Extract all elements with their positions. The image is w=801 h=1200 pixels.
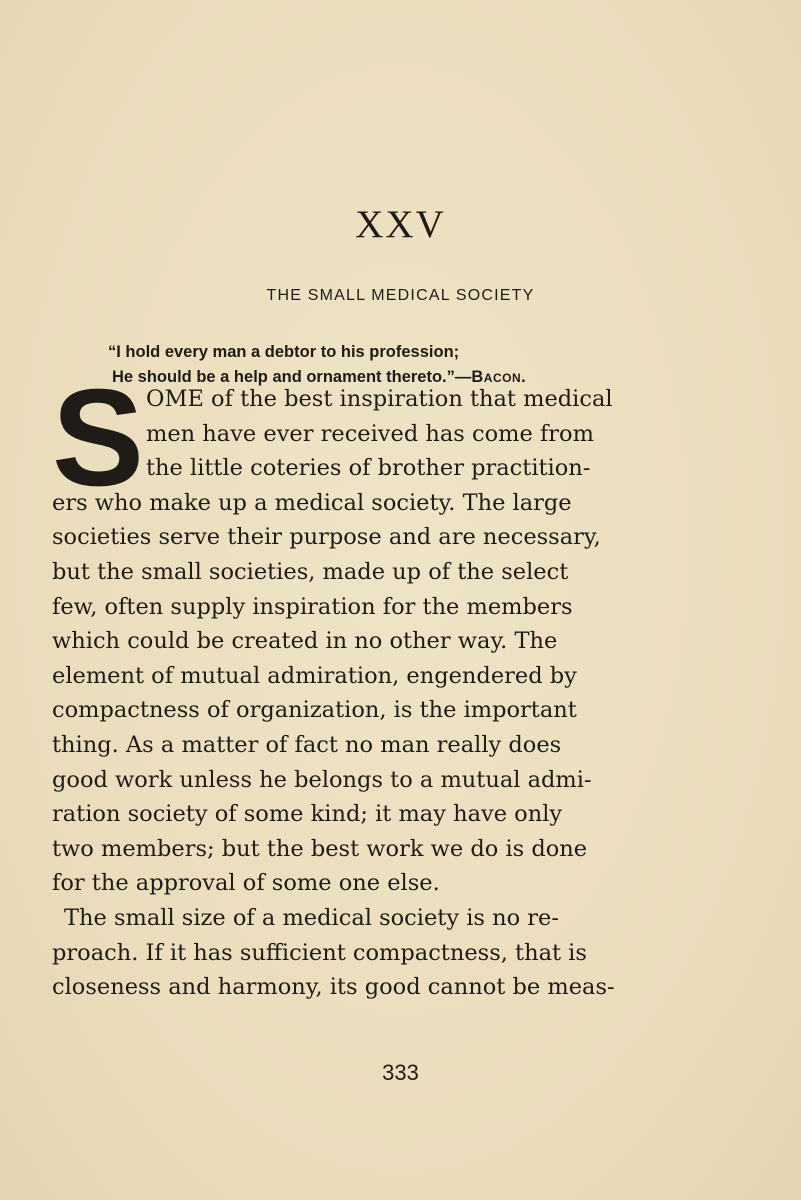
body-line: the little coteries of brother practition- xyxy=(146,455,591,482)
body-line: proach. If it has sufficient compactness, that is xyxy=(52,939,587,966)
body-line: which could be created in no other way. The xyxy=(52,628,558,655)
body-line: for the approval of some one else. xyxy=(52,870,440,897)
body-line: good work unless he belongs to a mutual admi- xyxy=(52,766,592,793)
body-line: ers who make up a medical society. The large xyxy=(52,489,572,516)
body-line: men have ever received has come from xyxy=(146,420,594,447)
drop-cap: S xyxy=(52,361,145,515)
body-line: thing. As a matter of fact no man really does xyxy=(52,731,562,758)
body-line: few, often supply inspiration for the members xyxy=(52,593,573,620)
body-line: closeness and harmony, its good cannot be meas- xyxy=(52,974,615,1001)
chapter-number: XXV xyxy=(355,203,446,246)
body-line: societies serve their purpose and are necessary, xyxy=(52,524,601,551)
body-line: but the small societies, made up of the select xyxy=(52,558,569,585)
body-line: OME of the best inspiration that medical xyxy=(146,386,613,412)
body-line: compactness of organization, is the important xyxy=(52,697,577,724)
chapter-title: THE SMALL MEDICAL SOCIETY xyxy=(266,287,535,304)
epigraph-line-2-text: He should be a help and ornament thereto.”— xyxy=(112,368,472,386)
epigraph-line-1: “I hold every man a debtor to his profession; xyxy=(108,343,460,361)
body-text xyxy=(52,382,749,1005)
body-line: two members; but the best work we do is done xyxy=(52,835,588,862)
body-line: element of mutual admiration, engendered by xyxy=(52,662,577,689)
body-line: The small size of a medical society is no re- xyxy=(64,904,559,931)
epigraph-author: Bacon. xyxy=(471,368,527,386)
body-line: ration society of some kind; it may have only xyxy=(52,801,563,828)
page-number: 333 xyxy=(382,1060,419,1085)
